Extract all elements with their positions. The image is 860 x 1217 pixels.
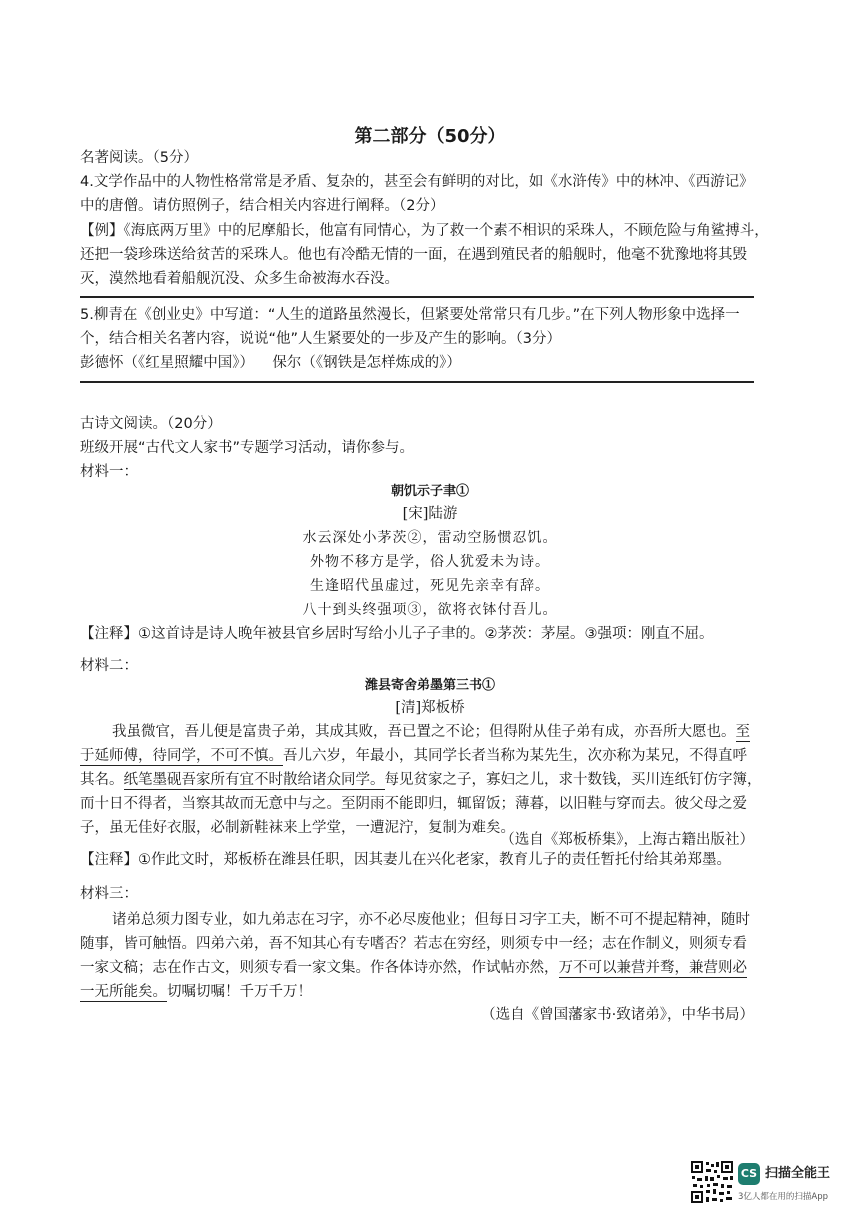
q4-example-line-2: 还把一袋珍珠送给贫苦的采珠人。他也有冷酷无情的一面，在遇到殖民者的船舰时，他毫不犹豫地将其毁	[80, 247, 747, 263]
gushiwen-intro: 班级开展“古代文人家书”专题学习活动，请你参与。	[80, 440, 415, 456]
letter-3-line-2: 随事，皆可触悟。四弟六弟，吾不知其心有专嗜否？若志在穷经，则须专中一经；志在作制义，则须专看	[80, 936, 747, 952]
answer-line-q5	[80, 381, 754, 383]
letter-2-line-1	[112, 720, 750, 744]
letter-2-source: （选自《郑板桥集》，上海古籍出版社）	[500, 832, 754, 848]
underlined-text: 一无所能矣。	[80, 984, 167, 1000]
q4-line-2: 中的唐僧。请仿照例子，结合相关内容进行阐释。（2分）	[80, 198, 445, 214]
letter-2-text: 吾儿六岁，年最小，其同学长者当称为某先生，次亦称为某兄，不得直呼	[283, 748, 747, 764]
poem-author: [宋]陆游	[402, 506, 458, 522]
gushiwen-heading: 古诗文阅读。（20分）	[80, 416, 222, 432]
material-1-label: 材料一：	[80, 464, 138, 480]
material-2-label: 材料二：	[80, 658, 138, 674]
letter-2-text: 每见贫家之子，寡妇之儿，求十数钱，买川连纸钉仿字簿，	[384, 772, 762, 788]
letter-2-text: 我虽微官，吾儿便是富贵子弟，其成其败，吾已置之不论；但得附从佳子弟有成，亦吾所大愿也。	[112, 724, 736, 740]
letter-3-line-4	[80, 980, 312, 1004]
underlined-text: 万不可以兼营并骛，兼营则必	[558, 960, 747, 976]
answer-line-q4	[80, 296, 754, 298]
q4-example-line-1: 【例】《海底两万里》中的尼摩船长，他富有同情心，为了救一个素不相识的采珠人，不顾危险与角鲨搏斗，	[80, 223, 769, 239]
underlined-text: 至	[735, 724, 750, 740]
letter-2-line-5: 子，虽无佳好衣服，必制新鞋袜来上学堂，一遭泥泞，复制为难矣。	[80, 820, 515, 836]
material-2-note: 【注释】①作此文时，郑板桥在潍县任职，因其妻儿在兴化老家，教育儿子的责任暂托付给其弟郑墨。	[80, 852, 731, 868]
q4-line-1: 4.文学作品中的人物性格常常是矛盾、复杂的，甚至会有鲜明的对比，如《水浒传》中的林冲、《西游记》	[80, 174, 754, 190]
camscanner-logo-icon: CS	[738, 1163, 760, 1185]
letter-2-text: 其名。	[80, 772, 124, 788]
letter-3-source: （选自《曾国藩家书·致诸弟》，中华书局）	[481, 1007, 754, 1023]
letter-3-line-3	[80, 956, 747, 980]
section-title: 第二部分（50分）	[354, 126, 506, 147]
camscanner-name: 扫描全能王	[765, 1166, 831, 1181]
material-3-label: 材料三：	[80, 886, 138, 902]
letter-3-text: 一家文稿；志在作古文，则须专看一家文集。作各体诗亦然，作试帖亦然，	[80, 960, 559, 976]
underlined-text: 于延师傅，待同学，不可不慎。	[80, 748, 283, 764]
underlined-text: 纸笔墨砚吾家所有宜不时散给诸众同学。	[123, 772, 385, 788]
letter-2-line-3	[80, 768, 762, 792]
letter-2-title: 潍县寄舍弟墨第三书①	[364, 678, 495, 693]
poem-verse-3: 生逢昭代虽虚过，死见先亲幸有辞。	[310, 578, 550, 594]
letter-3-line-1: 诸弟总须力图专业，如九弟志在习字，亦不必尽废他业；但每日习字工夫，断不可不提起精神，随时	[112, 912, 750, 928]
camscanner-tagline: 3亿人都在用的扫描App	[738, 1192, 829, 1202]
qr-code-icon	[690, 1160, 734, 1204]
poem-verse-1: 水云深处小茅茨②，雷动空肠惯忍饥。	[302, 530, 558, 546]
q5-options: 彭德怀（《红星照耀中国》） 保尔（《钢铁是怎样炼成的》）	[80, 355, 461, 371]
q4-example-line-3: 灭，漠然地看着船舰沉没、众多生命被海水吞没。	[80, 271, 399, 287]
poem-verse-4: 八十到头终强项③，欲将衣钵付吾儿。	[302, 602, 558, 618]
material-1-note: 【注释】①这首诗是诗人晚年被县官乡居时写给小儿子子聿的。②茅茨：茅屋。③强项：刚直不屈。	[80, 626, 714, 642]
letter-2-author: [清]郑板桥	[395, 700, 465, 716]
poem-verse-2: 外物不移方是学，俗人犹爱未为诗。	[310, 554, 550, 570]
letter-2-line-2	[80, 744, 747, 768]
letter-2-line-4: 而十日不得者，当察其故而无意中与之。至阴雨不能即归，辄留饭；薄暮，以旧鞋与穿而去。彼父母之爱	[80, 796, 747, 812]
q5-line-2: 个，结合相关名著内容，说说“他”人生紧要处的一步及产生的影响。（3分）	[80, 331, 561, 347]
mingzhu-heading: 名著阅读。（5分）	[80, 150, 198, 166]
letter-3-text: 切嘱切嘱！千万千万！	[167, 984, 312, 1000]
poem-title: 朝饥示子聿①	[390, 484, 469, 499]
q5-line-1: 5.柳青在《创业史》中写道：“人生的道路虽然漫长，但紧要处常常只有几步。”在下列人物形象中选择一	[80, 307, 740, 323]
